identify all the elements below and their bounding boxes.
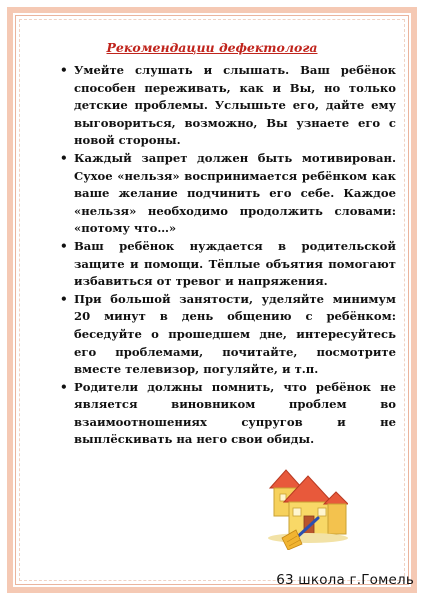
bullet-icon: • <box>60 63 68 77</box>
footer-school-label: 63 школа г.Гомель <box>276 572 414 588</box>
list-item-text: При большой занятости, уделяйте минимум 20 минут в день общению с ребёнком: беседуйте о прошедшем дне, интересуйтесь его проблемами, почитайте, посмотрите вместе телевизор, погуляйте, и т.п. <box>74 291 396 377</box>
list-item <box>60 291 396 379</box>
list-item <box>60 150 396 238</box>
page-title: Рекомендации дефектолога <box>106 40 318 55</box>
bullet-icon: • <box>60 150 68 165</box>
list-item <box>60 238 396 291</box>
bullet-icon: • <box>60 379 68 394</box>
list-item-text: Родители должны помнить, что ребёнок не является виновником проблем во взаимоотношениях супругов и не выплёскивать на него свои обиды. <box>74 379 396 447</box>
list-item <box>60 62 396 150</box>
recommendations-list <box>60 62 396 449</box>
list-item-text: Каждый запрет должен быть мотивирован. Сухое «нельзя» воспринимается ребёнком как ваше желание подчинить его себе. Каждое «нельзя» необходимо продолжить словами: «потому что…» <box>74 150 396 236</box>
bullet-icon: • <box>60 238 68 253</box>
list-item-text: Умейте слушать и слышать. Ваш ребёнок способен переживать, как и Вы, но только детские проблемы. Услышьте его, дайте ему выговориться, возможно, Вы узнаете его с новой стороны. <box>74 63 396 148</box>
list-item <box>60 379 396 449</box>
bullet-icon: • <box>60 291 68 306</box>
list-item-text: Ваш ребёнок нуждается в родительской защите и помощи. Тёплые объятия помогают избавиться от тревог и напряжения. <box>74 238 396 289</box>
house-with-broom-icon <box>262 458 348 550</box>
